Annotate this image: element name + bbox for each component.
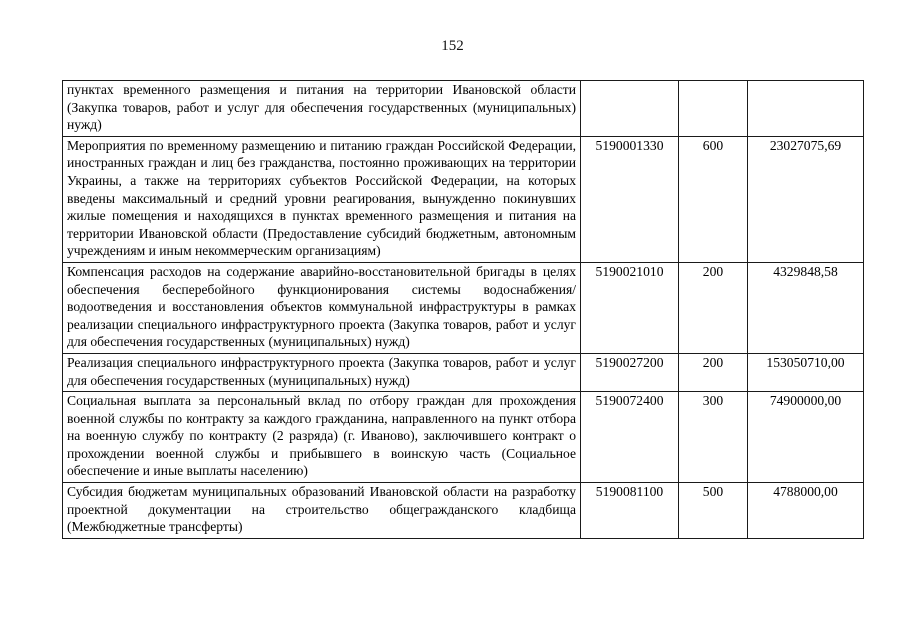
row-amount-cell: 153050710,00 (748, 353, 864, 391)
row-expense-type-cell: 600 (679, 136, 748, 262)
row-description-cell: Мероприятия по временному размещению и питанию граждан Российской Федерации, иностранных граждан и лиц без гражданства, постоянно проживающих на территории Украины, а также на территориях субъектов Российской Федерации, на которых введены максимальный и средний уровни реагирования, вынужденно покинувших жилые помещения и находящихся в пунктах временного размещения и питания на территории Ивановской области (Предоставление субсидий бюджетным, автономным учреждениям и иным некоммерческим организациям) (63, 136, 581, 262)
row-code-cell: 5190072400 (581, 392, 679, 483)
row-description-cell: Субсидия бюджетам муниципальных образований Ивановской области на разработку проектной документации на строительство общегражданского кладбища (Межбюджетные трансферты) (63, 483, 581, 539)
row-amount-cell (748, 81, 864, 137)
row-expense-type-cell: 500 (679, 483, 748, 539)
table-row (63, 353, 864, 391)
row-description-cell: Реализация специального инфраструктурного проекта (Закупка товаров, работ и услуг для обеспечения государственных (муниципальных) нужд) (63, 353, 581, 391)
row-code-cell: 5190081100 (581, 483, 679, 539)
table-row (63, 262, 864, 353)
row-code-cell: 5190001330 (581, 136, 679, 262)
row-code-cell: 5190027200 (581, 353, 679, 391)
table-row (63, 136, 864, 262)
row-code-cell: 5190021010 (581, 262, 679, 353)
table-row (63, 81, 864, 137)
budget-table (62, 80, 864, 539)
row-description-cell: пунктах временного размещения и питания на территории Ивановской области (Закупка товаров, работ и услуг для обеспечения государственных (муниципальных) нужд) (63, 81, 581, 137)
row-amount-cell: 23027075,69 (748, 136, 864, 262)
row-expense-type-cell: 200 (679, 353, 748, 391)
row-code-cell (581, 81, 679, 137)
row-expense-type-cell (679, 81, 748, 137)
row-expense-type-cell: 200 (679, 262, 748, 353)
row-description-cell: Компенсация расходов на содержание аварийно-восстановительной бригады в целях обеспечения бесперебойного функционирования системы водоснабжения/водоотведения и восстановления объектов коммунальной инфраструктуры в рамках реализации специального инфраструктурного проекта (Закупка товаров, работ и услуг для обеспечения государственных (муниципальных) нужд) (63, 262, 581, 353)
table-row (63, 392, 864, 483)
row-amount-cell: 4329848,58 (748, 262, 864, 353)
page-number: 152 (441, 38, 464, 54)
row-amount-cell: 74900000,00 (748, 392, 864, 483)
row-amount-cell: 4788000,00 (748, 483, 864, 539)
row-description-cell: Социальная выплата за персональный вклад по отбору граждан для прохождения военной службы по контракту за каждого гражданина, направленного на пункт отбора на военную службу по контракту (2 разряда) (г. Иваново), заключившего контракт о прохождении военной службы и прибывшего в воинскую часть (Социальное обеспечение и иные выплаты населению) (63, 392, 581, 483)
row-expense-type-cell: 300 (679, 392, 748, 483)
table-row (63, 483, 864, 539)
